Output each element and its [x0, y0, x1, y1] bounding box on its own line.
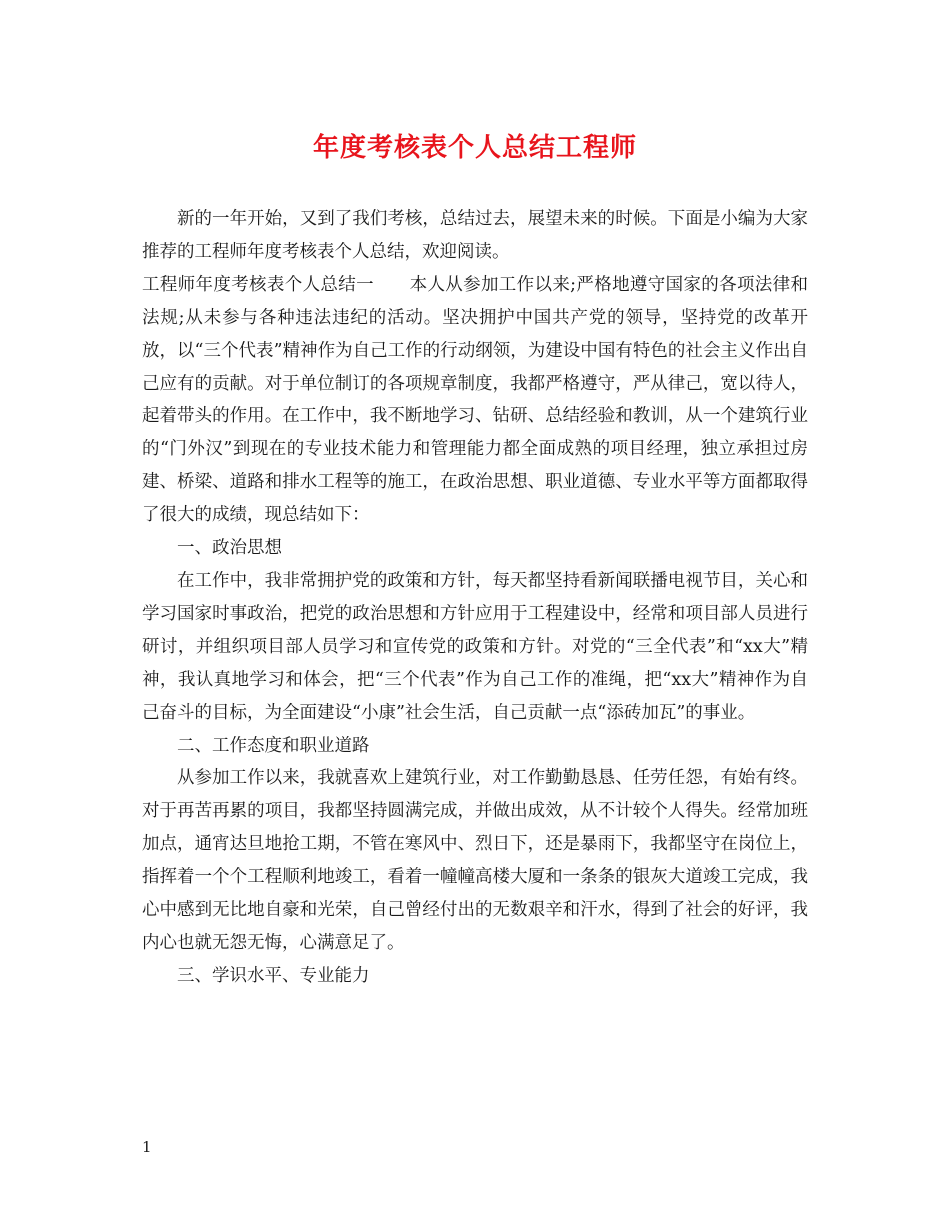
section-heading-expertise: 三、学识水平、专业能力	[177, 965, 370, 986]
section-heading-political: 一、政治思想	[177, 538, 282, 559]
page-number: 1	[142, 1138, 152, 1156]
paragraph-intro: 新的一年开始，又到了我们考核，总结过去，展望未来的时候。下面是小编为大家推荐的工程师年度考核表个人总结，欢迎阅读。	[142, 209, 808, 262]
document-body	[142, 203, 808, 993]
page-title: 年度考核表个人总结工程师	[312, 133, 637, 163]
paragraph-summary-one: 工程师年度考核表个人总结一 本人从参加工作以来;严格地遵守国家的各项法律和法规;从未参与各种违法违纪的活动。坚决拥护中国共产党的领导，坚持党的改革开放，以“三个代表”精神作为自己工作的行动纲领，为建设中国有特色的社会主义作出自己应有的贡献。对于单位制订的各项规章制度，我都严格遵守，严从律己，宽以待人，起着带头的作用。在工作中，我不断地学习、钻研、总结经验和教训，从一个建筑行业的“门外汉”到现在的专业技术能力和管理能力都全面成熟的项目经理，独立承担过房建、桥梁、道路和排水工程等的施工，在政治思想、职业道德、专业水平等方面都取得了很大的成绩，现总结如下：	[142, 274, 808, 526]
paragraph-work-attitude: 从参加工作以来，我就喜欢上建筑行业，对工作勤勤恳恳、任劳任怨，有始有终。对于再苦再累的项目，我都坚持圆满完成，并做出成效，从不计较个人得失。经常加班加点，通宵达旦地抢工期，不管在寒风中、烈日下，还是暴雨下，我都坚守在岗位上，指挥着一个个工程顺利地竣工，看着一幢幢高楼大厦和一条条的银灰大道竣工完成，我心中感到无比地自豪和光荣，自己曾经付出的无数艰辛和汗水，得到了社会的好评，我内心也就无怨无悔，心满意足了。	[142, 768, 808, 953]
section-heading-work-attitude: 二、工作态度和职业道路	[177, 735, 370, 756]
paragraph-political: 在工作中，我非常拥护党的政策和方针，每天都坚持看新闻联播电视节目，关心和学习国家时事政治，把党的政治思想和方针应用于工程建设中，经常和项目部人员进行研讨，并组织项目部人员学习和宣传党的政策和方针。对党的“三全代表”和“xx大”精神，我认真地学习和体会，把“三个代表”作为自己工作的准绳，把“xx大”精神作为自己奋斗的目标，为全面建设“小康”社会生活，自己贡献一点“添砖加瓦”的事业。	[142, 570, 808, 723]
